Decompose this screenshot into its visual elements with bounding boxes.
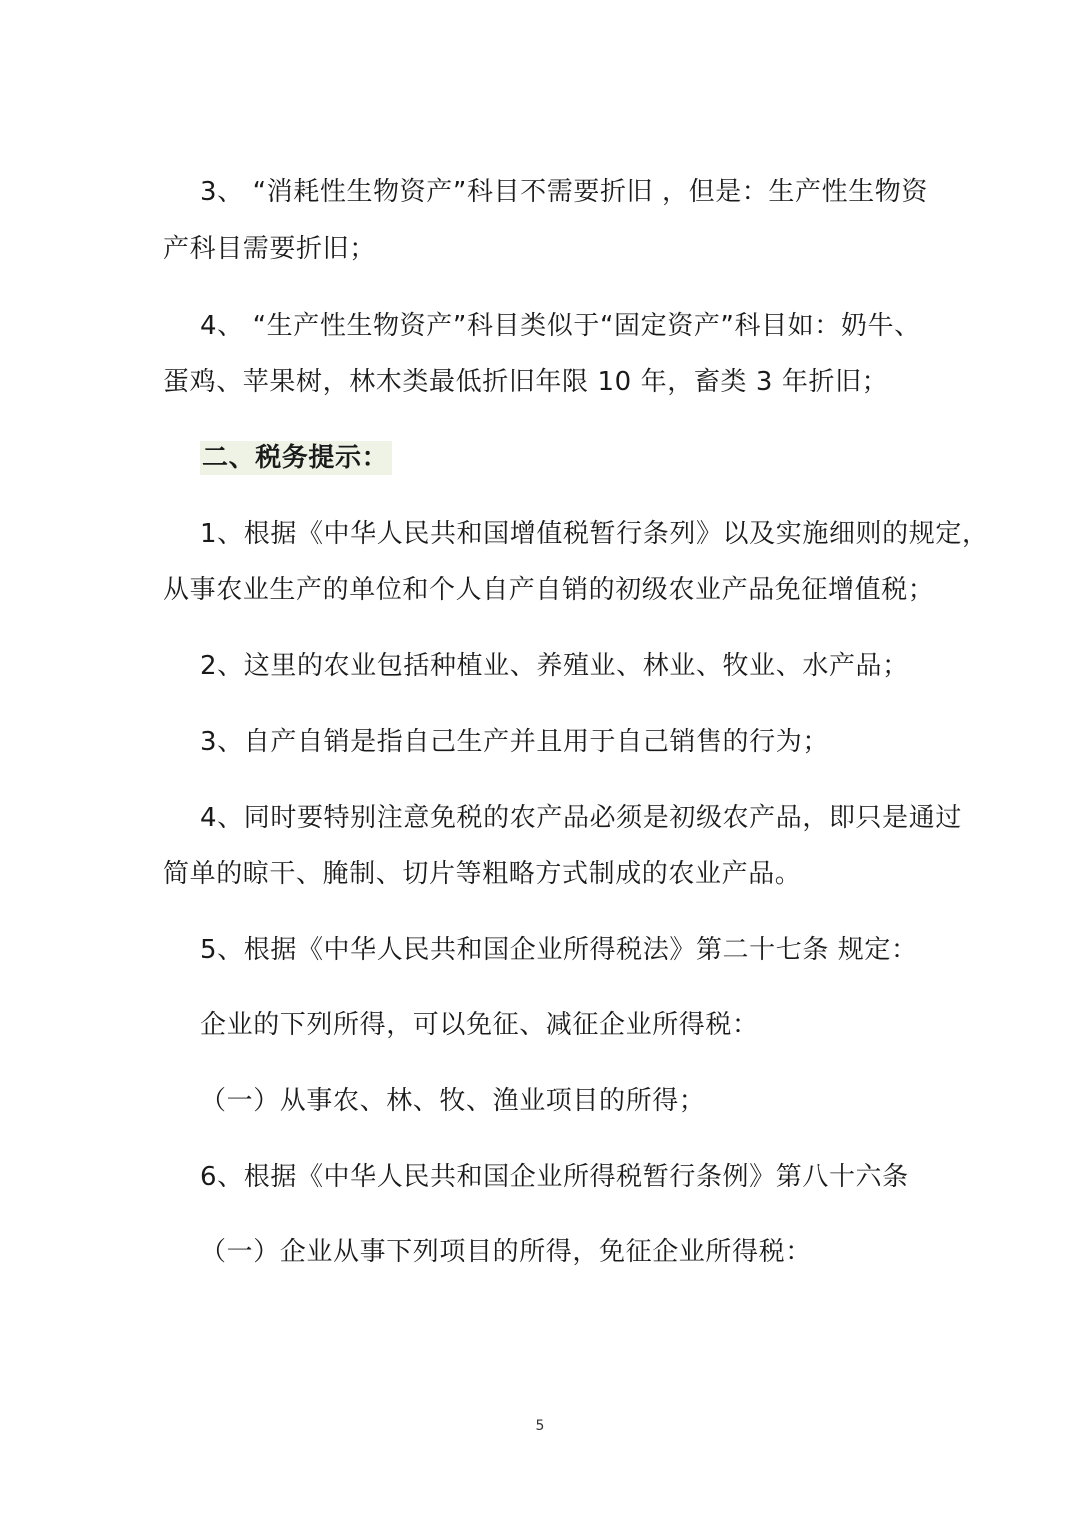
paragraph-line: 企业的下列所得，可以免征、减征企业所得税： [200,1010,759,1040]
paragraph-line: 简单的晾干、腌制、切片等粗略方式制成的农业产品。 [163,859,802,889]
section-heading: 二、税务提示： [200,441,392,475]
paragraph-line: （一）从事农、林、牧、渔业项目的所得； [200,1086,706,1116]
paragraph-line: 从事农业生产的单位和个人自产自销的初级农业产品免征增值税； [163,575,935,605]
paragraph-line: 4、同时要特别注意免税的农产品必须是初级农产品，即只是通过 [200,803,962,833]
paragraph-line: 1、根据《中华人民共和国增值税暂行条列》以及实施细则的规定， [200,519,989,549]
paragraph-line: 产科目需要折旧； [163,234,376,264]
paragraph-line: 2、这里的农业包括种植业、养殖业、林业、牧业、水产品； [200,651,909,681]
paragraph-line: 蛋鸡、苹果树，林木类最低折旧年限 10 年，畜类 3 年折旧； [163,367,889,397]
paragraph-line: 3、 “消耗性生物资产”科目不需要折旧 ，但是：生产性生物资 [200,177,929,207]
paragraph-line: 5、根据《中华人民共和国企业所得税法》第二十七条 规定： [200,935,918,965]
page-number: 5 [535,1418,545,1434]
paragraph-line: （一）企业从事下列项目的所得，免征企业所得税： [200,1237,812,1267]
paragraph-line: 4、 “生产性生物资产”科目类似于“固定资产”科目如：奶牛、 [200,311,921,341]
paragraph-line: 3、自产自销是指自己生产并且用于自己销售的行为； [200,727,829,757]
paragraph-line: 6、根据《中华人民共和国企业所得税暂行条例》第八十六条 [200,1162,909,1192]
